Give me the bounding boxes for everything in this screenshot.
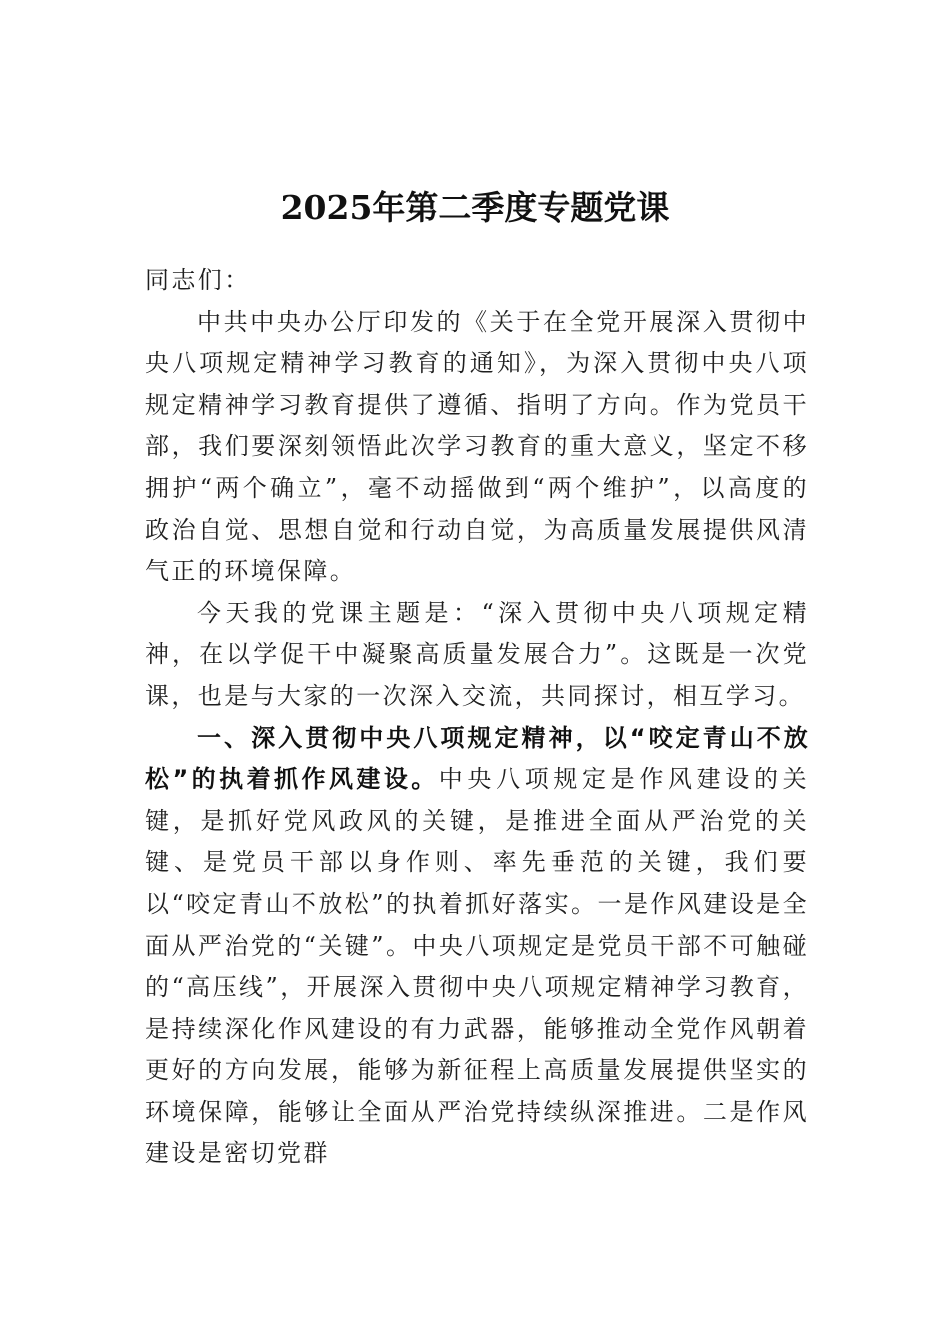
section-1-body: 中央八项规定是作风建设的关键，是抓好党风政风的关键，是推进全面从严治党的关键、是党员干部以身作则、率先垂范的关键，我们要以“咬定青山不放松”的执着抓好落实。一是作风建设是全面从严治党的“关键”。中央八项规定是党员干部不可触碰的“高压线”，开展深入贯彻中央八项规定精神学习教育，是持续深化作风建设的有力武器，能够推动全党作风朝着更好的方向发展，能够为新征程上高质量发展提供坚实的环境保障，能够让全面从严治党持续纵深推进。二是作风建设是密切党群 — [145, 765, 809, 1168]
document-body — [145, 260, 809, 1175]
salutation: 同志们： — [145, 266, 251, 294]
paragraph-theme: 今天我的党课主题是：“深入贯彻中央八项规定精神，在以学促干中凝聚高质量发展合力”。这既是一次党课，也是与大家的一次深入交流，共同探讨，相互学习。 — [145, 598, 809, 710]
paragraph-intro: 中共中央办公厅印发的《关于在全党开展深入贯彻中央八项规定精神学习教育的通知》，为深入贯彻中央八项规定精神学习教育提供了遵循、指明了方向。作为党员干部，我们要深刻领悟此次学习教育的重大意义，坚定不移拥护“两个确立”，毫不动摇做到“两个维护”，以高度的政治自觉、思想自觉和行动自觉，为高质量发展提供风清气正的环境保障。 — [145, 307, 809, 586]
document-title: 2025年第二季度专题党课 — [280, 188, 670, 228]
section-1-paragraph — [145, 718, 809, 1176]
section-1-heading: 一、深入贯彻中央八项规定精神，以“咬定青山不放松”的执着抓作风建设。 — [145, 723, 809, 794]
